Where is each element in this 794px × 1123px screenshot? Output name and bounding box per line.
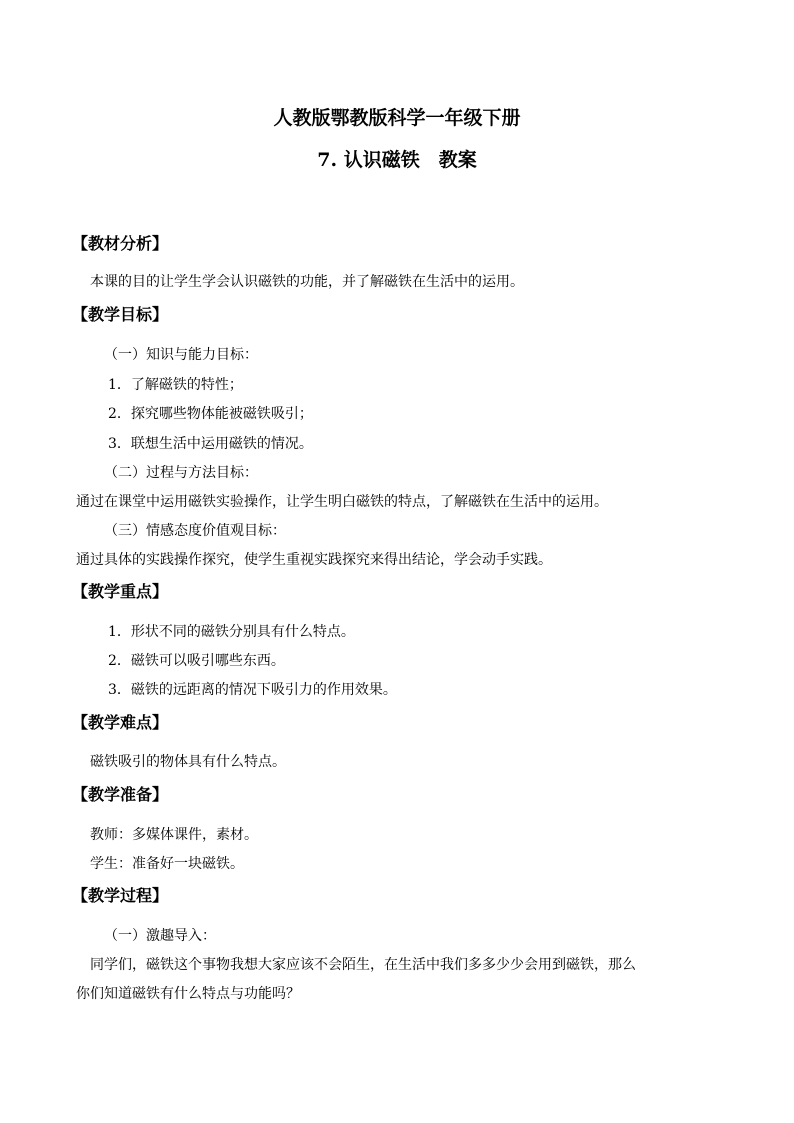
key-point-item: 1．形状不同的磁铁分别具有什么特点。: [108, 624, 355, 640]
objectives-emotion-title: （三）情感态度价值观目标：: [104, 523, 286, 539]
section-heading-preparation: 【教学准备】: [72, 785, 169, 804]
objectives-knowledge-item: 2．探究哪些物体能被磁铁吸引；: [108, 406, 313, 422]
section-heading-key-points: 【教学重点】: [72, 582, 169, 601]
objectives-knowledge-title: （一）知识与能力目标：: [104, 347, 258, 363]
section-heading-analysis: 【教材分析】: [72, 234, 169, 253]
preparation-student: 学生：准备好一块磁铁。: [90, 856, 244, 872]
section-heading-objectives: 【教学目标】: [72, 305, 169, 324]
objectives-knowledge-item: 1．了解磁铁的特性；: [108, 377, 243, 393]
objectives-process-text: 通过在课堂中运用磁铁实验操作，让学生明白磁铁的特点，了解磁铁在生活中的运用。: [76, 494, 608, 510]
key-point-item: 3．磁铁的远距离的情况下吸引力的作用效果。: [108, 682, 397, 698]
analysis-text: 本课的目的让学生学会认识磁铁的功能，并了解磁铁在生活中的运用。: [90, 274, 524, 290]
section-heading-process: 【教学过程】: [72, 886, 169, 905]
document-title: 人教版鄂教版科学一年级下册: [273, 107, 521, 129]
document-subtitle: 7. 认识磁铁 教案: [317, 149, 477, 171]
objectives-emotion-text: 通过具体的实践操作探究，使学生重视实践探究来得出结论，学会动手实践。: [76, 552, 552, 568]
difficulties-text: 磁铁吸引的物体具有什么特点。: [90, 754, 286, 770]
objectives-knowledge-item: 3．联想生活中运用磁铁的情况。: [108, 436, 313, 452]
section-heading-difficulties: 【教学难点】: [72, 713, 169, 732]
key-point-item: 2．磁铁可以吸引哪些东西。: [108, 653, 285, 669]
process-step1-text: 你们知道磁铁有什么特点与功能吗？: [76, 986, 300, 1002]
objectives-process-title: （二）过程与方法目标：: [104, 465, 258, 481]
process-step1-title: （一）激趣导入：: [104, 928, 216, 944]
preparation-teacher: 教师：多媒体课件，素材。: [90, 827, 258, 843]
process-step1-text: 同学们，磁铁这个事物我想大家应该不会陌生，在生活中我们多多少少会用到磁铁，那么: [90, 957, 636, 973]
